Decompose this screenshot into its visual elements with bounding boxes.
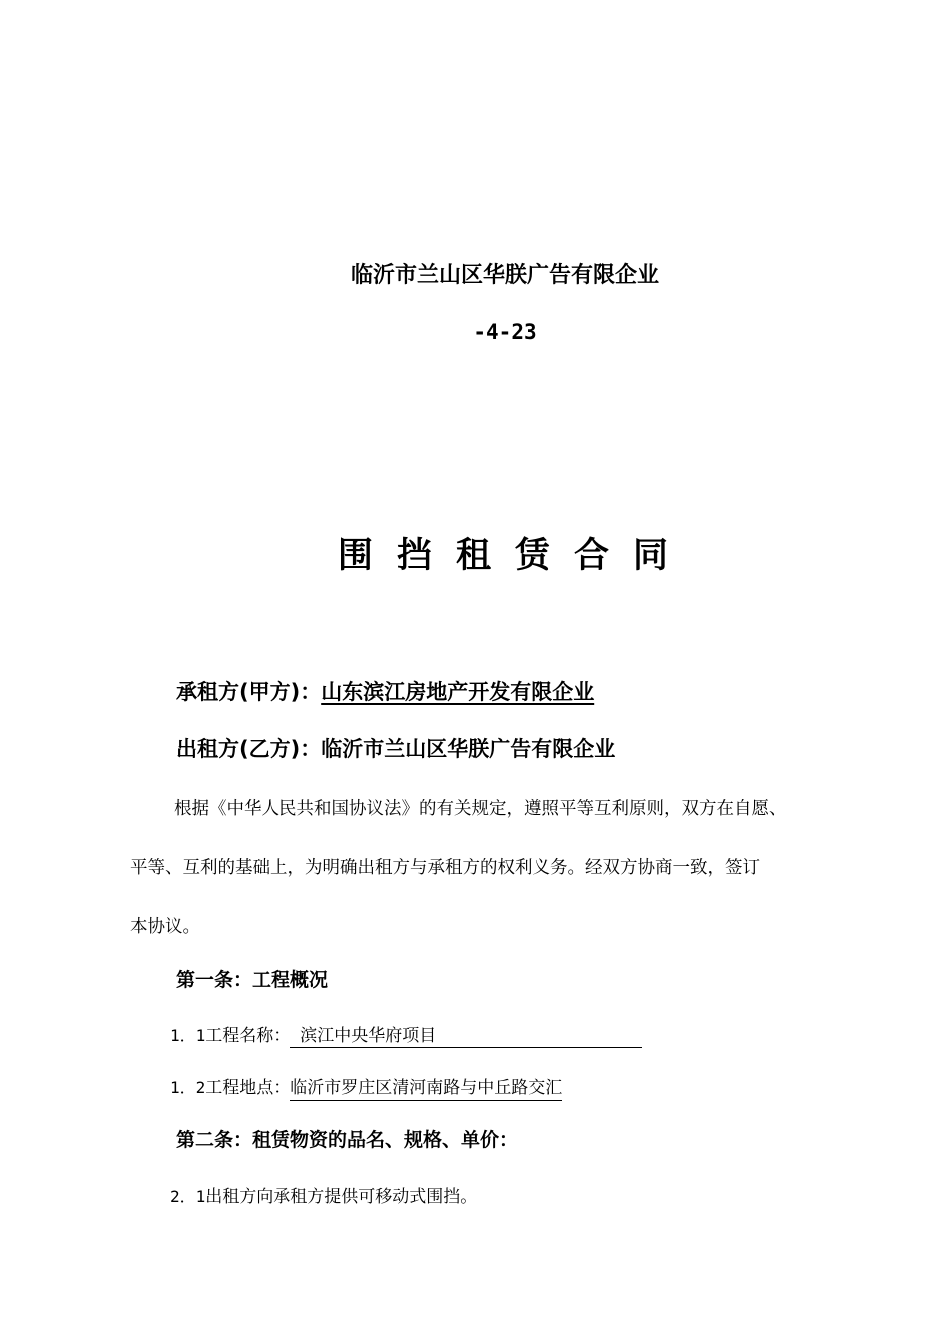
intro-line-1: 根据《中华人民共和国协议法》的有关规定，遵照平等互利原则，双方在自愿、 <box>174 799 787 819</box>
clause-2-1-number: 2．1 <box>170 1187 206 1206</box>
clause-2-1-text: 出租方向承租方提供可移动式围挡。 <box>205 1187 478 1207</box>
clause-1-2-label: 工程地点： <box>205 1078 291 1098</box>
lessor-label: 出租方(乙方)： <box>176 737 322 761</box>
article-2-heading: 第二条：租赁物资的品名、规格、单价： <box>176 1129 519 1151</box>
document-date: -4-23 <box>473 320 537 344</box>
clause-2-1 <box>170 1182 477 1207</box>
lessor-name: 临沂市兰山区华朕广告有限企业 <box>321 737 616 761</box>
clause-1-1 <box>170 1021 642 1048</box>
project-location-field: 临沂市罗庄区清河南路与中丘路交汇 <box>290 1078 562 1101</box>
lessee-label: 承租方(甲方)： <box>176 680 322 704</box>
clause-1-2-number: 1．2 <box>170 1078 206 1097</box>
article-1-heading: 第一条：工程概况 <box>176 969 329 991</box>
lessee-line <box>176 676 594 706</box>
intro-line-2: 平等、互利的基础上，为明确出租方与承租方的权利义务。经双方协商一致，签订 <box>130 858 760 878</box>
lessee-name: 山东滨江房地产开发有限企业 <box>321 680 595 704</box>
clause-1-1-label: 工程名称： <box>205 1026 291 1046</box>
clause-1-2 <box>170 1073 562 1098</box>
company-header: 临沂市兰山区华朕广告有限企业 <box>350 263 659 288</box>
clause-1-1-number: 1．1 <box>170 1026 206 1045</box>
project-name-field: 滨江中央华府项目 <box>290 1025 642 1048</box>
lessor-line <box>176 733 615 763</box>
document-title: 围挡租赁合同 <box>337 536 692 576</box>
intro-line-3: 本协议。 <box>130 917 200 937</box>
